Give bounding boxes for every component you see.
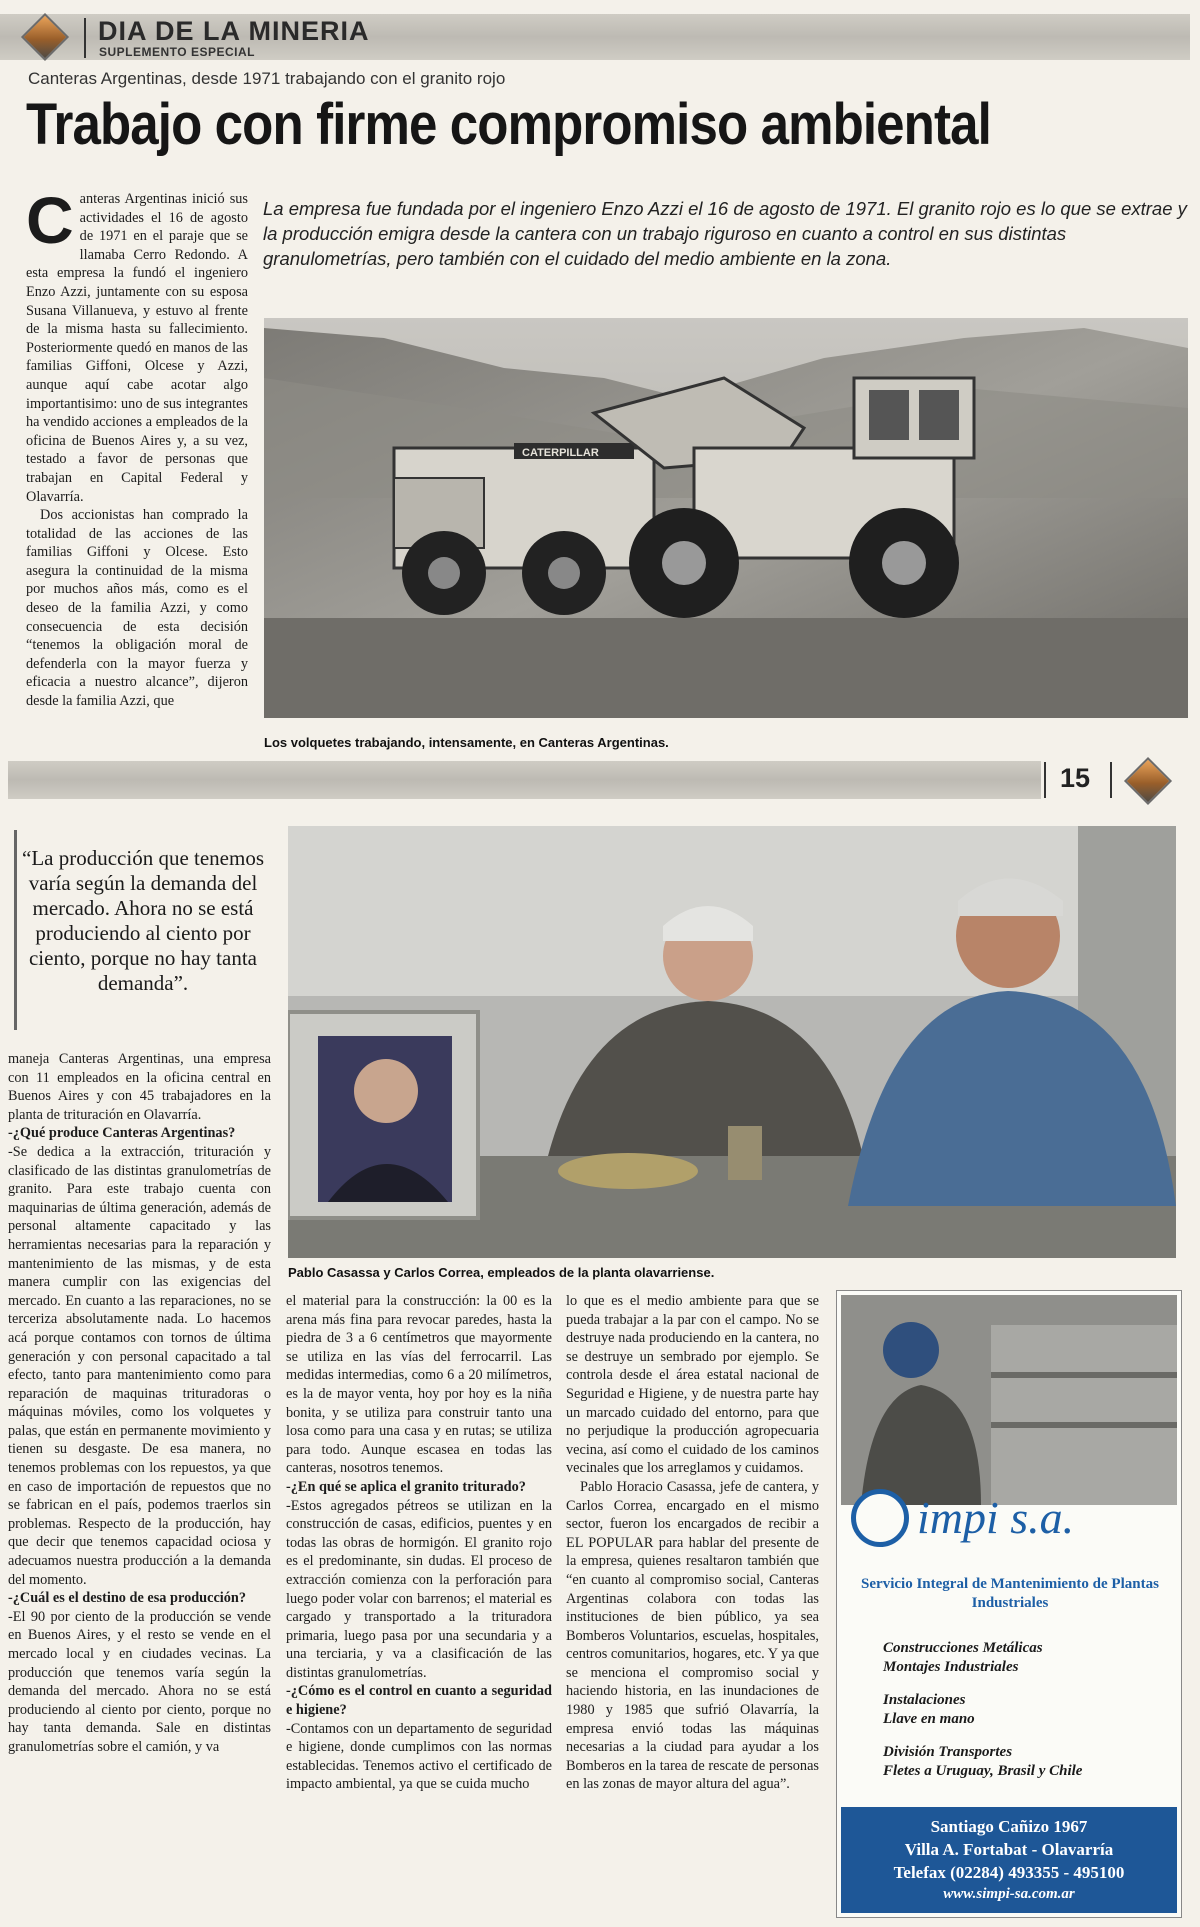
truck-brand-label: CATERPILLAR (522, 447, 599, 459)
page-band-divider (1044, 762, 1046, 798)
pull-quote-rule (14, 830, 17, 1030)
interview-question: -¿Cómo es el control en cuanto a seguridad e higiene? (286, 1683, 552, 1719)
quarry-photo-caption: Los volquetes trabajando, intensamente, en Canteras Argentinas. (264, 735, 669, 750)
page-number: 15 (1060, 763, 1091, 793)
pull-quote: “La producción que tenemos varía según la demanda del mercado. Ahora no se está produciendo al ciento por ciento, porque no hay tanta demanda”. (22, 846, 264, 995)
ad-services (883, 1639, 1173, 1781)
page-band-divider (1110, 762, 1112, 798)
page-band (8, 761, 1041, 799)
interview-answer: -El 90 por ciento de la producción se vende en Buenos Aires, y el resto se vende en el mercado local y en ciudades vecinas. La producción que tenemos varía según la demanda del mercado. Ahora no se está produciendo al ciento por ciento, porque no hay tanta demanda. Sale en distintas granulometrías sobre el camión, y va (8, 1608, 271, 1755)
intro-paragraph: Dos accionistas han comprado la totalidad de las acciones de las familias Giffoni y Olcese. Esto asegura la continuidad de la misma por muchos años más, como es el deseo de la familia Azzi, y como consecuencia de esta decisión “tenemos la obligación moral de defenderla con la mayor fuerza y eficacia a nuestro alcance”, dijeron desde la familia Azzi, que (26, 507, 248, 710)
drop-cap: C (26, 183, 74, 257)
header-divider (84, 18, 86, 58)
article-headline: Trabajo con firme compromiso ambiental (26, 92, 991, 157)
intro-column (26, 183, 248, 711)
ad-website-link[interactable]: www.simpi-sa.com.ar (943, 1886, 1075, 1902)
interview-answer: -Se dedica a la extracción, trituración y clasificado de las distintas granulometrías de granito. Para este trabajo cuenta con maquinarias de última generación, además de personal altamente capacitado y las herramientas necesarias para la reparación y mantenimiento de las mismas, y de esta manera cumplir con las exigencias del mercado. En cuanto a las reparaciones, no se terceriza absolutamente nada. Lo hacemos acá porque contamos con tornos de última generación y con personal capacitado a tal efecto, tanto para mantenimiento como para reparación de maquinas trituradoras o máquinas móviles, como los volquetes y palas, que están en permanente movimiento y tienen su desgaste. De esa manera, no tenemos problemas con los repuestos, ya que en caso de importación de repuestos que no se fabrican en el país, podemos traerlos sin problemas. Respecto de la producción, hay que decir que tenemos capacidad ociosa y adecuamos nuestra producción a la demanda del momento. (8, 1143, 271, 1588)
ad-service-item: Instalaciones (883, 1692, 966, 1708)
body-paragraph: lo que es el medio ambiente para que se pueda trabajar a la par con el campo. No se destruye nada produciendo en la cantera, no se destruye un sembrado por ejemplo. Se controla desde el área estatal nacional de Seguridad e Higiene, y de nuestra parte hay un marcado cuidado del entorno, para que no perjudique la producción agropecuaria vecina, así como el cuidado de los caminos vecinales que los arreglamos y cuidamos. (566, 1293, 819, 1477)
ad-service-item: Montajes Industriales (883, 1659, 1019, 1675)
article-kicker: Canteras Argentinas, desde 1971 trabajando con el granito rojo (28, 69, 506, 88)
ad-address-street: Santiago Cañizo 1967 (930, 1817, 1088, 1836)
employees-photo-caption: Pablo Casassa y Carlos Correa, empleados de la planta olavarriense. (288, 1265, 715, 1280)
ad-phone: Telefax (02284) 493355 - 495100 (893, 1863, 1125, 1882)
body-column-1 (8, 1050, 271, 1757)
ad-brand-name: impi s.a. (917, 1492, 1075, 1543)
employees-photo (288, 826, 1176, 1258)
ad-contact-footer (841, 1807, 1177, 1913)
section-logo-icon (1124, 757, 1172, 805)
intro-paragraph: anteras Argentinas inició sus actividades el 16 de agosto de 1971 en el paraje que se llamaba Cerro Redondo. A esta empresa la fundó el ingeniero Enzo Azzi, juntamente con su esposa Susana Villanueva, y estuvo al frente de la misma hasta su fallecimiento. Posteriormente quedó en manos de las familias Giffoni, Olcese y Azzi, aunque aquí cabe acotar algo importantisimo: uno de sus integrantes ha vendido acciones a empleados de la oficina de Buenos Aires y, a su vez, testado a favor de personas que trabajan en Capital Federal y Olavarría. (26, 191, 248, 505)
section-subtitle: SUPLEMENTO ESPECIAL (99, 45, 255, 59)
ad-service-item: Llave en mano (883, 1711, 975, 1727)
interview-answer: -Contamos con un departamento de seguridad e higiene, donde cumplimos con las normas establecidas. Tenemos activo el certificado de impacto ambiental, ya que se cuida mucho (286, 1720, 552, 1793)
interview-question: -¿Cuál es el destino de esa producción? (8, 1590, 247, 1607)
ad-tagline: Servicio Integral de Mantenimiento de Plantas Industriales (861, 1576, 1159, 1611)
ad-workshop-photo (841, 1295, 1177, 1505)
body-column-2 (286, 1292, 552, 1794)
ad-service-item: Fletes a Uruguay, Brasil y Chile (883, 1763, 1083, 1779)
ad-address-city: Villa A. Fortabat - Olavarría (904, 1840, 1114, 1859)
ad-service-item: División Transportes (883, 1744, 1013, 1760)
welder-illustration (841, 1295, 1177, 1505)
interview-question: -¿Qué produce Canteras Argentinas? (8, 1125, 236, 1142)
body-paragraph: el material para la construcción: la 00 es la arena más fina para revocar paredes, hasta la piedra de 3 a 6 centímetros que mayormente se utiliza en las vías del ferrocarril. Las medidas intermedias, como 6 a 20 milímetros, es la de mayor venta, hoy por hoy es la niña bonita, y se utiliza para construir tanto una losa como para una casa y en rutas; se utiliza para todo. Aunque escasea en todas las canteras, nosotros tenemos. (286, 1293, 552, 1477)
article-deck: La empresa fue fundada por el ingeniero Enzo Azzi el 16 de agosto de 1971. El granito rojo es lo que se extrae y la producción emigra desde la cantera con un trabajo riguroso en cuanto a control en sus distintas granulometrías, pero también con el cuidado del medio ambiente en la zona. (263, 198, 1187, 269)
quarry-photo (264, 318, 1188, 718)
body-paragraph: Pablo Horacio Casassa, jefe de cantera, y Carlos Correa, encargado en el mismo sector, fueron los encargados de recibir a EL POPULAR para hablar del presente de la empresa, quienes resaltaron también que “en cuanto al compromiso social, Canteras Argentinas colabora con todas las instituciones de bien público, ya sea Bomberos Voluntarios, escuelas, hospitales, centros comunitarios, hogares, etc. Y ya que se menciona el compromiso social y haciendo historia, en las inundaciones de 1980 y 1985 que sufrió Olavarría, la empresa envió todas las máquinas necesarias a la ciudad para ayudar a los Bomberos en la tarea de rescate de personas en las zonas de mayor altura del agua”. (566, 1478, 819, 1793)
ad-service-item: Construcciones Metálicas (883, 1640, 1043, 1656)
section-title: DIA DE LA MINERIA (98, 16, 370, 46)
body-column-3 (566, 1292, 819, 1794)
simpi-logo-icon (851, 1489, 909, 1547)
body-paragraph: maneja Canteras Argentinas, una empresa con 11 empleados en la oficina central en Buenos Aires y con 45 trabajadores en la planta de trituración en Olavarría. (8, 1051, 271, 1123)
interview-answer: -Estos agregados pétreos se utilizan en la construcción de casas, edificios, puentes y en todas las obras de hormigón. El granito rojo es el predominante, sin dudas. El proceso de extracción comienza con la perforación para luego poder volar con barrenos; el material es cargado y transportado a la trituradora primaria, luego pasa por una secundaria y a una terciaria, y va a clasificación de las distintas granulometrías. (286, 1497, 552, 1681)
quarry-trucks-illustration (264, 318, 1188, 718)
employees-illustration (288, 826, 1176, 1258)
interview-question: -¿En qué se aplica el granito triturado? (286, 1478, 526, 1495)
simpi-advertisement (836, 1290, 1182, 1918)
